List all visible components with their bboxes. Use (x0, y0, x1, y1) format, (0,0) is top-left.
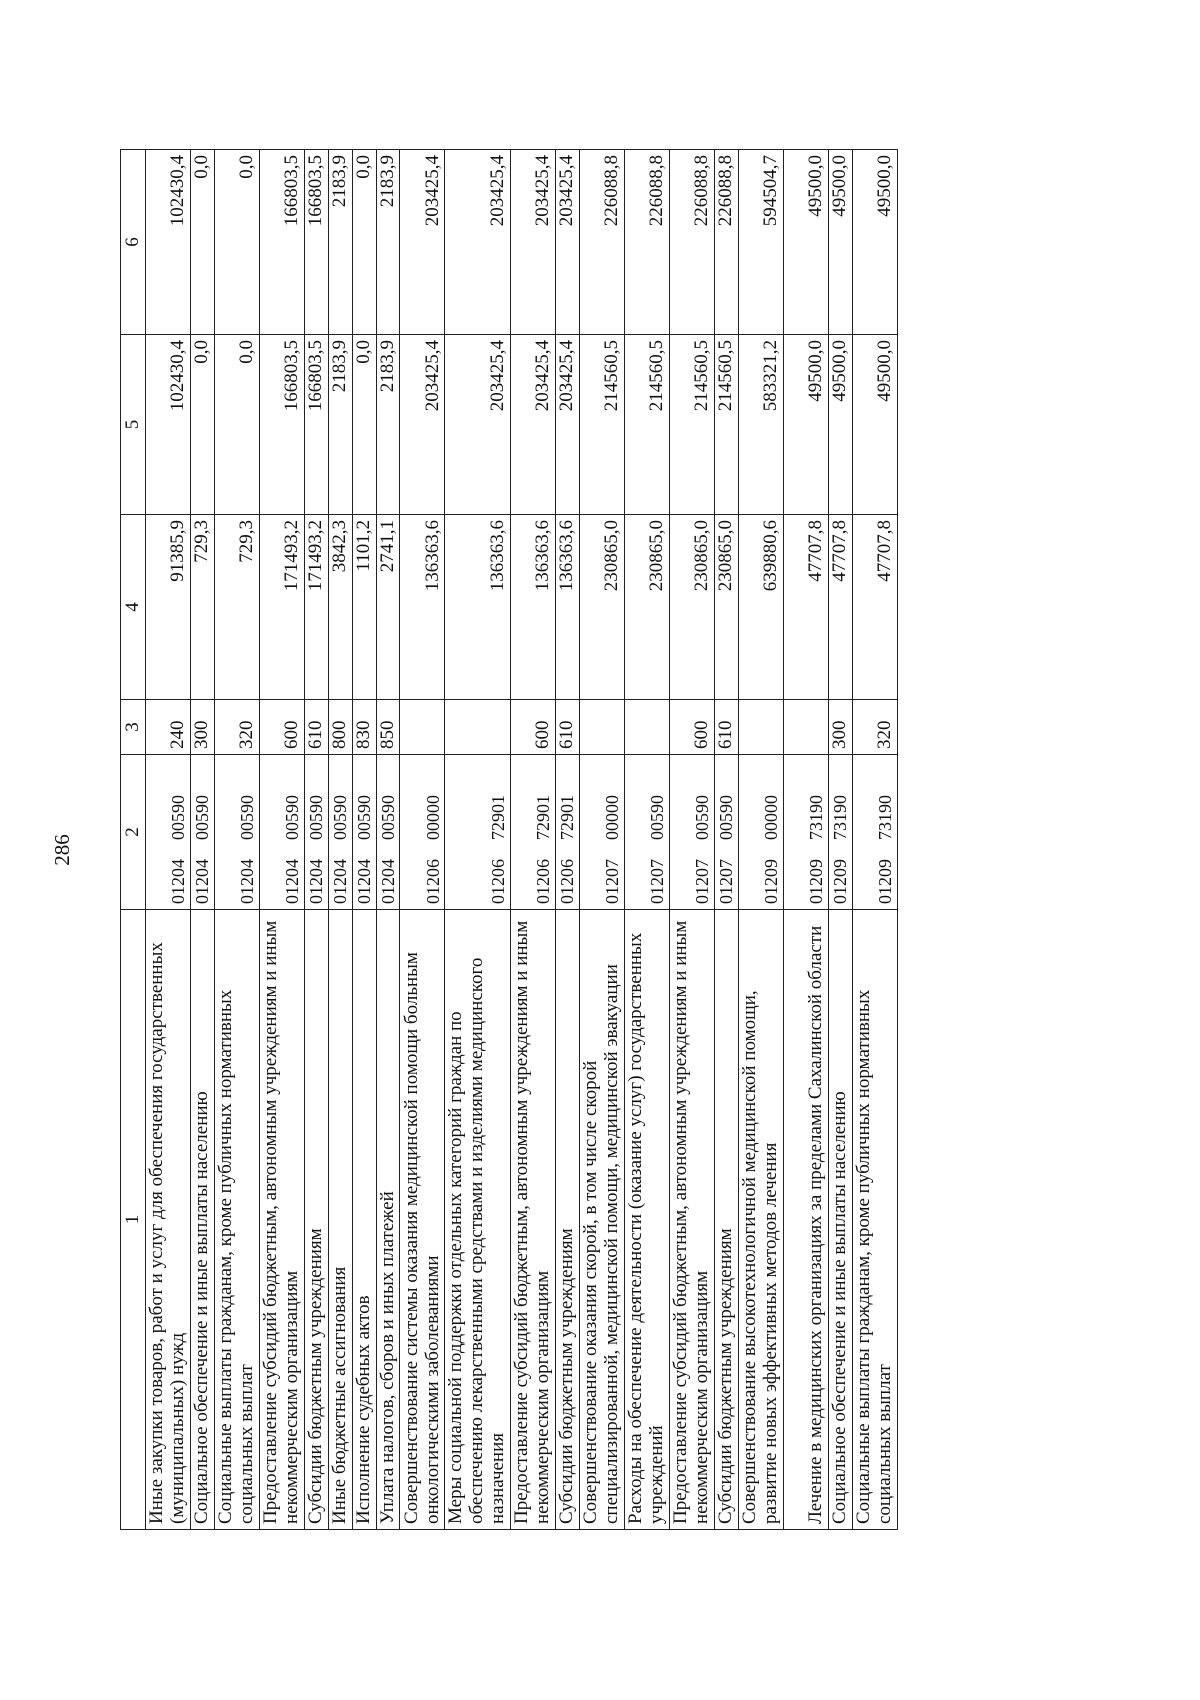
expense-type-cell: 610 (556, 700, 580, 755)
value-cell-col6: 226088,8 (670, 150, 715, 335)
row-name-cell: Совершенствование системы оказания медицинской помощи больным онкологическими заболеваниями (400, 910, 445, 1530)
code-item: 00590 (692, 795, 713, 840)
table-row (715, 150, 739, 1530)
column-header: 2 (121, 755, 146, 910)
value-cell-col5: 49500,0 (783, 335, 828, 515)
value-cell-col6: 203425,4 (445, 150, 511, 335)
value-cell-col4: 171493,2 (259, 515, 304, 700)
table-row (738, 150, 783, 1530)
code-cell (214, 755, 259, 910)
code-section: 01204 (168, 859, 189, 904)
value-cell-col4: 47707,8 (828, 515, 852, 700)
expense-type-cell: 600 (511, 700, 556, 755)
table-row (511, 150, 556, 1530)
code-cell (556, 755, 580, 910)
code-item: 72901 (533, 795, 554, 840)
expense-type-cell (400, 700, 445, 755)
expense-type-cell: 320 (852, 700, 897, 755)
value-cell-col6: 203425,4 (511, 150, 556, 335)
column-header: 6 (121, 150, 146, 335)
code-item: 00590 (168, 795, 189, 840)
row-name-cell: Совершенствование высокотехнологичной медицинской помощи, развитие новых эффективных методов лечения (738, 910, 783, 1530)
table-row (376, 150, 400, 1530)
value-cell-col4: 2741,1 (376, 515, 400, 700)
table-row (580, 150, 625, 1530)
value-cell-col4: 136363,6 (556, 515, 580, 700)
code-cell (828, 755, 852, 910)
value-cell-col6: 594504,7 (738, 150, 783, 335)
budget-table (120, 149, 898, 1530)
code-section: 01207 (647, 859, 668, 904)
code-cell (715, 755, 739, 910)
code-section: 01204 (282, 859, 303, 904)
code-section: 01209 (761, 859, 782, 904)
value-cell-col4: 230865,0 (580, 515, 625, 700)
row-name-cell: Субсидии бюджетным учреждениям (304, 910, 328, 1530)
expense-type-cell: 320 (214, 700, 259, 755)
value-cell-col5: 166803,5 (259, 335, 304, 515)
value-cell-col5: 203425,4 (556, 335, 580, 515)
table-row (783, 150, 828, 1530)
expense-type-cell: 610 (304, 700, 328, 755)
value-cell-col5: 214560,5 (580, 335, 625, 515)
row-name-cell: Исполнение судебных актов (352, 910, 376, 1530)
value-cell-col6: 166803,5 (304, 150, 328, 335)
value-cell-col4: 729,3 (214, 515, 259, 700)
row-name-cell: Уплата налогов, сборов и иных платежей (376, 910, 400, 1530)
row-name-cell: Лечение в медицинских организациях за пределами Сахалинской области (783, 910, 828, 1530)
value-cell-col5: 214560,5 (715, 335, 739, 515)
expense-type-cell: 600 (670, 700, 715, 755)
value-cell-col5: 0,0 (352, 335, 376, 515)
column-header: 4 (121, 515, 146, 700)
value-cell-col5: 203425,4 (400, 335, 445, 515)
value-cell-col4: 230865,0 (625, 515, 670, 700)
value-cell-col6: 203425,4 (400, 150, 445, 335)
row-name-cell: Субсидии бюджетным учреждениям (715, 910, 739, 1530)
code-item: 73190 (875, 795, 895, 840)
table-row (191, 150, 215, 1530)
expense-type-cell: 850 (376, 700, 400, 755)
code-section: 01207 (716, 859, 737, 904)
value-cell-col4: 230865,0 (715, 515, 739, 700)
value-cell-col5: 0,0 (214, 335, 259, 515)
code-cell (352, 755, 376, 910)
code-item: 00590 (716, 795, 737, 840)
code-item: 00590 (647, 795, 668, 840)
expense-type-cell (580, 700, 625, 755)
code-section: 01207 (692, 859, 713, 904)
code-section: 01209 (806, 859, 827, 904)
table-row (828, 150, 852, 1530)
value-cell-col6: 226088,8 (625, 150, 670, 335)
value-cell-col5: 166803,5 (304, 335, 328, 515)
value-cell-col5: 49500,0 (828, 335, 852, 515)
value-cell-col6: 2183,9 (328, 150, 352, 335)
code-item: 73190 (830, 795, 850, 840)
table-row (400, 150, 445, 1530)
expense-type-cell: 610 (715, 700, 739, 755)
value-cell-col5: 214560,5 (670, 335, 715, 515)
value-cell-col6: 0,0 (191, 150, 215, 335)
value-cell-col5: 203425,4 (445, 335, 511, 515)
code-section: 01206 (422, 859, 443, 904)
value-cell-col5: 214560,5 (625, 335, 670, 515)
code-cell (852, 755, 897, 910)
expense-type-cell: 600 (259, 700, 304, 755)
code-section: 01206 (488, 859, 509, 904)
code-cell (191, 755, 215, 910)
value-cell-col5: 102430,4 (146, 335, 191, 515)
row-name-cell: Социальные выплаты гражданам, кроме публичных нормативных социальных выплат (852, 910, 897, 1530)
expense-type-cell: 800 (328, 700, 352, 755)
value-cell-col4: 47707,8 (783, 515, 828, 700)
expense-type-cell: 240 (146, 700, 191, 755)
row-name-cell: Расходы на обеспечение деятельности (оказание услуг) государственных учреждений (625, 910, 670, 1530)
code-section: 01207 (602, 859, 623, 904)
table-row (304, 150, 328, 1530)
code-cell (146, 755, 191, 910)
table-row (214, 150, 259, 1530)
expense-type-cell: 830 (352, 700, 376, 755)
code-section: 01204 (192, 859, 213, 904)
value-cell-col6: 49500,0 (828, 150, 852, 335)
row-name-cell: Социальное обеспечение и иные выплаты населению (828, 910, 852, 1530)
code-cell (328, 755, 352, 910)
row-name-cell: Иные бюджетные ассигнования (328, 910, 352, 1530)
code-cell (400, 755, 445, 910)
value-cell-col6: 2183,9 (376, 150, 400, 335)
code-cell (259, 755, 304, 910)
table-body (146, 150, 898, 1530)
code-item: 00590 (282, 795, 303, 840)
table-row (352, 150, 376, 1530)
code-item: 00590 (353, 795, 374, 840)
code-section: 01204 (329, 859, 350, 904)
code-item: 00000 (422, 795, 443, 840)
code-item: 72901 (488, 795, 509, 840)
value-cell-col4: 1101,2 (352, 515, 376, 700)
value-cell-col6: 102430,4 (146, 150, 191, 335)
expense-type-cell (783, 700, 828, 755)
code-cell (670, 755, 715, 910)
value-cell-col5: 49500,0 (852, 335, 897, 515)
code-item: 00590 (192, 795, 213, 840)
code-item: 00000 (602, 795, 623, 840)
value-cell-col6: 49500,0 (783, 150, 828, 335)
value-cell-col6: 226088,8 (715, 150, 739, 335)
value-cell-col6: 226088,8 (580, 150, 625, 335)
table-row (556, 150, 580, 1530)
code-item: 72901 (557, 795, 578, 840)
value-cell-col4: 729,3 (191, 515, 215, 700)
value-cell-col5: 2183,9 (328, 335, 352, 515)
row-name-cell: Предоставление субсидий бюджетным, автономным учреждениям и иным некоммерческим организациям (670, 910, 715, 1530)
expense-type-cell: 300 (191, 700, 215, 755)
code-item: 00590 (377, 795, 398, 840)
code-section: 01209 (875, 859, 895, 904)
code-cell (783, 755, 828, 910)
expense-type-cell (445, 700, 511, 755)
value-cell-col4: 136363,6 (400, 515, 445, 700)
value-cell-col4: 136363,6 (445, 515, 511, 700)
row-name-cell: Субсидии бюджетным учреждениям (556, 910, 580, 1530)
table-row (259, 150, 304, 1530)
expense-type-cell (625, 700, 670, 755)
code-section: 01204 (353, 859, 374, 904)
code-cell (738, 755, 783, 910)
table-row (670, 150, 715, 1530)
value-cell-col4: 3842,3 (328, 515, 352, 700)
value-cell-col6: 203425,4 (556, 150, 580, 335)
code-item: 00590 (237, 795, 258, 840)
table-row (146, 150, 191, 1530)
column-header: 5 (121, 335, 146, 515)
row-name-cell: Совершенствование оказания скорой, в том числе скорой специализированной, медицинской помощи, медицинской эвакуации (580, 910, 625, 1530)
value-cell-col6: 166803,5 (259, 150, 304, 335)
row-name-cell: Меры социальной поддержки отдельных категорий граждан по обеспечению лекарственными средствами и изделиями медицинского назначения (445, 910, 511, 1530)
header-row (121, 150, 146, 1530)
value-cell-col5: 583321,2 (738, 335, 783, 515)
code-section: 01204 (377, 859, 398, 904)
table-row (445, 150, 511, 1530)
code-cell (625, 755, 670, 910)
value-cell-col6: 49500,0 (852, 150, 897, 335)
value-cell-col5: 203425,4 (511, 335, 556, 515)
code-cell (580, 755, 625, 910)
code-cell (445, 755, 511, 910)
code-section: 01204 (305, 859, 326, 904)
code-item: 73190 (806, 795, 827, 840)
code-cell (511, 755, 556, 910)
value-cell-col4: 639880,6 (738, 515, 783, 700)
row-name-cell: Иные закупки товаров, работ и услуг для обеспечения государственных (муниципальных) нужд (146, 910, 191, 1530)
code-section: 01204 (237, 859, 258, 904)
expense-type-cell (738, 700, 783, 755)
table-row (328, 150, 352, 1530)
table-row (852, 150, 897, 1530)
value-cell-col5: 2183,9 (376, 335, 400, 515)
value-cell-col4: 136363,6 (511, 515, 556, 700)
row-name-cell: Социальные выплаты гражданам, кроме публичных нормативных социальных выплат (214, 910, 259, 1530)
code-item: 00590 (305, 795, 326, 840)
table-row (625, 150, 670, 1530)
column-header: 3 (121, 700, 146, 755)
page-number: 286 (50, 834, 74, 866)
row-name-cell: Социальное обеспечение и иные выплаты населению (191, 910, 215, 1530)
value-cell-col4: 47707,8 (852, 515, 897, 700)
code-section: 01209 (830, 859, 850, 904)
code-section: 01206 (557, 859, 578, 904)
value-cell-col6: 0,0 (214, 150, 259, 335)
code-cell (376, 755, 400, 910)
value-cell-col4: 230865,0 (670, 515, 715, 700)
column-header: 1 (121, 910, 146, 1530)
value-cell-col4: 171493,2 (304, 515, 328, 700)
row-name-cell: Предоставление субсидий бюджетным, автономным учреждениям и иным некоммерческим организациям (511, 910, 556, 1530)
value-cell-col6: 0,0 (352, 150, 376, 335)
value-cell-col4: 91385,9 (146, 515, 191, 700)
code-item: 00590 (329, 795, 350, 840)
expense-type-cell: 300 (828, 700, 852, 755)
code-cell (304, 755, 328, 910)
code-item: 00000 (761, 795, 782, 840)
row-name-cell: Предоставление субсидий бюджетным, автономным учреждениям и иным некоммерческим организациям (259, 910, 304, 1530)
value-cell-col5: 0,0 (191, 335, 215, 515)
code-section: 01206 (533, 859, 554, 904)
